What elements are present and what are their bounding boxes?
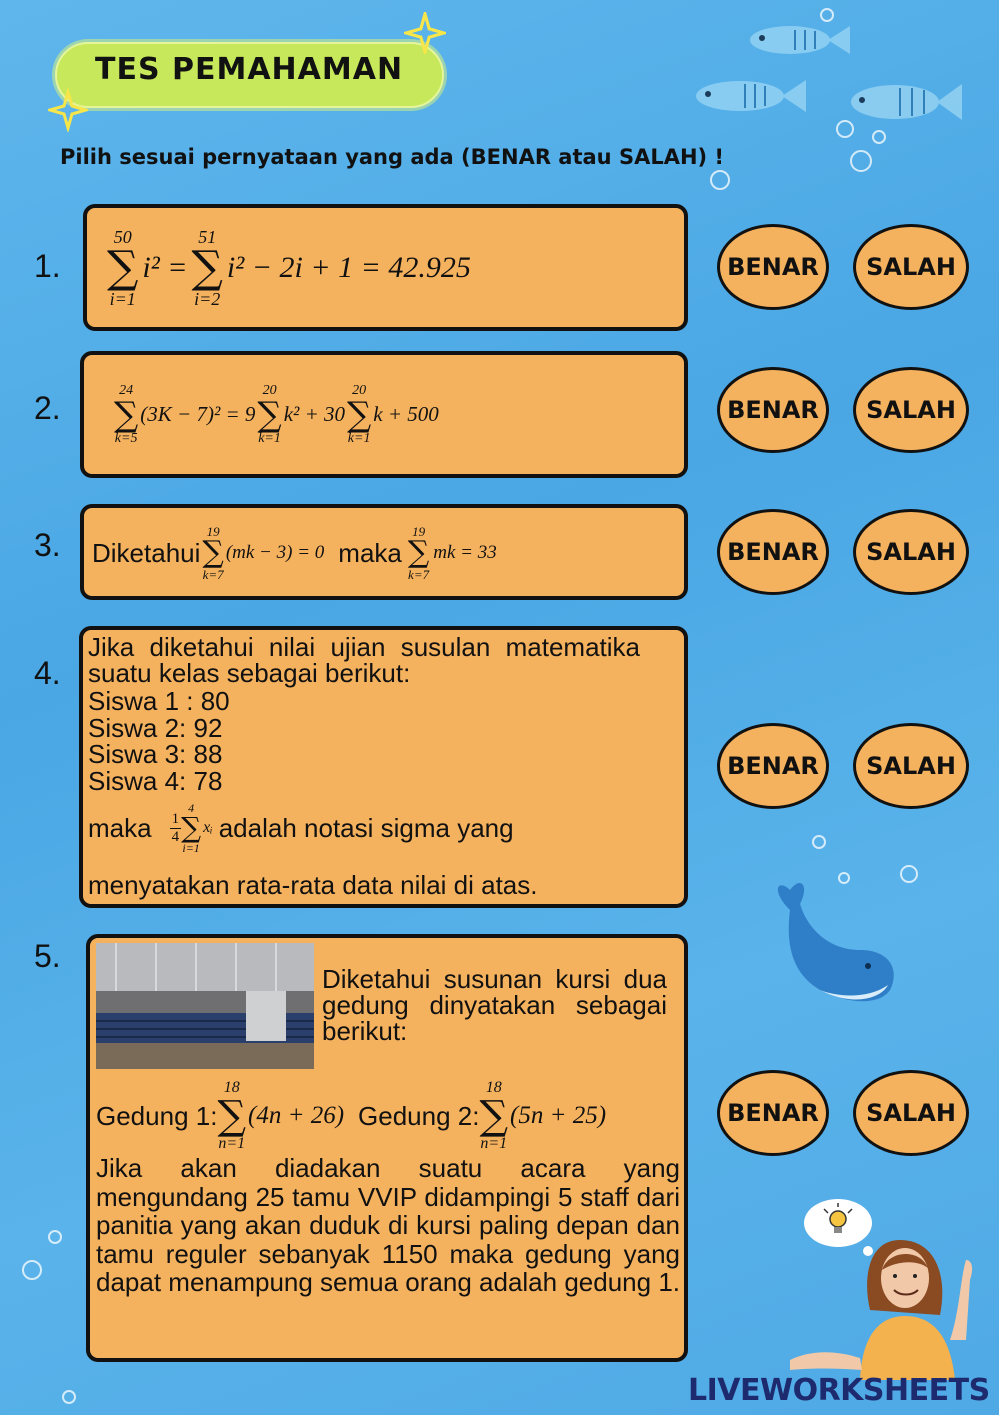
question-4-intro: Jika diketahui nilai ujian susulan matematika suatu kelas sebagai berikut: xyxy=(88,632,640,688)
sigma-2a: 24 ∑ k=5 xyxy=(114,382,139,446)
upper-limit: 51 xyxy=(198,227,217,247)
benar-button-q3[interactable]: BENAR xyxy=(717,509,829,595)
page-title: TES PEMAHAMAN xyxy=(95,52,404,87)
upper-limit: 18 xyxy=(223,1079,240,1096)
liveworksheets-logo[interactable]: LIVEWORKSHEETS xyxy=(688,1373,990,1408)
teacher-illustration xyxy=(790,1220,990,1380)
lead-text: maka xyxy=(88,812,152,843)
term: (5n + 25) xyxy=(510,1102,607,1129)
lower-limit: n=1 xyxy=(218,1135,246,1152)
upper-limit: 19 xyxy=(412,524,426,539)
upper-limit: 19 xyxy=(206,524,220,539)
term: i² − 2i + 1 = 42.925 xyxy=(226,251,471,284)
bubble-decoration xyxy=(62,1390,76,1404)
question-number: 4. xyxy=(34,655,61,691)
sigma-gedung-1: 18 ∑ n=1 xyxy=(217,1079,246,1152)
sigma-3b: 19 ∑ k=7 xyxy=(407,524,430,582)
question-4-closing: menyatakan rata-rata data nilai di atas. xyxy=(88,870,538,900)
bubble-decoration xyxy=(710,170,730,190)
benar-button-q4[interactable]: BENAR xyxy=(717,723,829,809)
gedung-1-label: Gedung 1: xyxy=(96,1100,218,1131)
salah-button-q5[interactable]: SALAH xyxy=(853,1070,969,1156)
question-number: 5. xyxy=(34,938,61,974)
lower-limit: k=5 xyxy=(114,430,138,446)
auditorium-photo xyxy=(96,943,314,1069)
term: (3K − 7)² = 9 xyxy=(140,402,256,426)
gedung-2-label: Gedung 2: xyxy=(358,1100,480,1131)
bubble-decoration xyxy=(850,150,872,172)
upper-limit: 24 xyxy=(119,382,134,398)
middle-text: maka xyxy=(338,537,402,568)
term: k² + 30 xyxy=(283,402,345,426)
fish-decoration xyxy=(680,18,980,138)
question-5-body: Jika akan diadakan suatu acara yang mengundang 25 tamu VVIP didampingi 5 staff dari panitia yang akan duduk di kursi paling depan dan tamu reguler sebanyak 1150 maka gedung yang dapat menampung semua orang adalah gedung 1. xyxy=(96,1153,680,1298)
lower-limit: k=7 xyxy=(408,567,430,582)
term: i² = xyxy=(142,251,188,284)
question-1-card xyxy=(83,204,688,331)
upper-limit: 20 xyxy=(352,382,367,398)
lower-limit: n=1 xyxy=(480,1135,508,1152)
formula-3 xyxy=(92,510,497,596)
list-item: Siswa 1 : 80 xyxy=(88,686,230,716)
formula-2 xyxy=(114,367,439,462)
sparkle-icon xyxy=(48,88,88,132)
bubble-decoration xyxy=(812,835,826,849)
lower-limit: i=1 xyxy=(109,289,136,309)
benar-button-q1[interactable]: BENAR xyxy=(717,224,829,310)
sigma-2b: 20 ∑ k=1 xyxy=(257,382,282,446)
term: mk = 33 xyxy=(433,542,497,563)
sigma-2c: 20 ∑ k=1 xyxy=(347,382,372,446)
lead-text: Diketahui xyxy=(92,537,201,568)
question-4-formula-line xyxy=(88,788,514,868)
formula-1 xyxy=(107,218,471,318)
lower-limit: i=1 xyxy=(182,841,200,855)
sigma-1b: 51 ∑ i=2 xyxy=(191,227,223,309)
upper-limit: 4 xyxy=(188,801,195,815)
list-item: Siswa 2: 92 xyxy=(88,712,223,743)
sparkle-icon xyxy=(404,12,446,54)
list-item: Siswa 4: 78 xyxy=(88,765,223,796)
lower-limit: k=1 xyxy=(347,430,371,446)
lower-limit: k=1 xyxy=(258,430,281,446)
question-5-intro: Diketahui susunan kursi dua gedung dinyatakan sebagai berikut: xyxy=(322,964,667,1046)
numerator: 1 xyxy=(171,810,180,827)
term: xᵢ xyxy=(203,819,213,836)
benar-button-q2[interactable]: BENAR xyxy=(717,367,829,453)
term: k + 500 xyxy=(373,402,439,426)
question-2-card xyxy=(80,351,688,478)
term: (4n + 26) xyxy=(248,1102,345,1129)
upper-limit: 20 xyxy=(262,382,277,398)
score-list xyxy=(88,688,230,794)
upper-limit: 50 xyxy=(113,227,132,247)
question-number: 2. xyxy=(34,390,61,426)
after-text: adalah notasi sigma yang xyxy=(218,812,514,843)
sigma-gedung-2: 18 ∑ n=1 xyxy=(479,1079,509,1152)
sigma-1a: 50 ∑ i=1 xyxy=(107,227,139,309)
salah-button-q3[interactable]: SALAH xyxy=(853,509,969,595)
salah-button-q2[interactable]: SALAH xyxy=(853,367,969,453)
lower-limit: i=2 xyxy=(194,289,221,309)
question-4-card xyxy=(79,626,688,908)
question-number: 1. xyxy=(34,248,61,284)
list-item: Siswa 3: 88 xyxy=(88,739,223,769)
bubble-decoration xyxy=(48,1230,62,1244)
salah-button-q4[interactable]: SALAH xyxy=(853,723,969,809)
question-number: 3. xyxy=(34,527,61,563)
question-3-card xyxy=(80,504,688,600)
denominator: 4 xyxy=(171,828,180,845)
sigma-3a: 19 ∑ k=7 xyxy=(202,524,224,582)
term: (mk − 3) = 0 xyxy=(225,542,325,563)
question-5-card xyxy=(86,934,688,1362)
bubble-decoration xyxy=(22,1260,42,1280)
fraction xyxy=(170,811,182,846)
question-5-gedung-line xyxy=(96,1071,606,1161)
upper-limit: 18 xyxy=(485,1079,502,1096)
salah-button-q1[interactable]: SALAH xyxy=(853,224,969,310)
lower-limit: k=7 xyxy=(202,567,224,582)
whale-decoration xyxy=(760,870,910,1010)
benar-button-q5[interactable]: BENAR xyxy=(717,1070,829,1156)
instruction-text: Pilih sesuai pernyataan yang ada (BENAR atau SALAH) ! xyxy=(60,145,725,169)
sigma-4: 4 ∑ i=1 xyxy=(181,801,202,855)
